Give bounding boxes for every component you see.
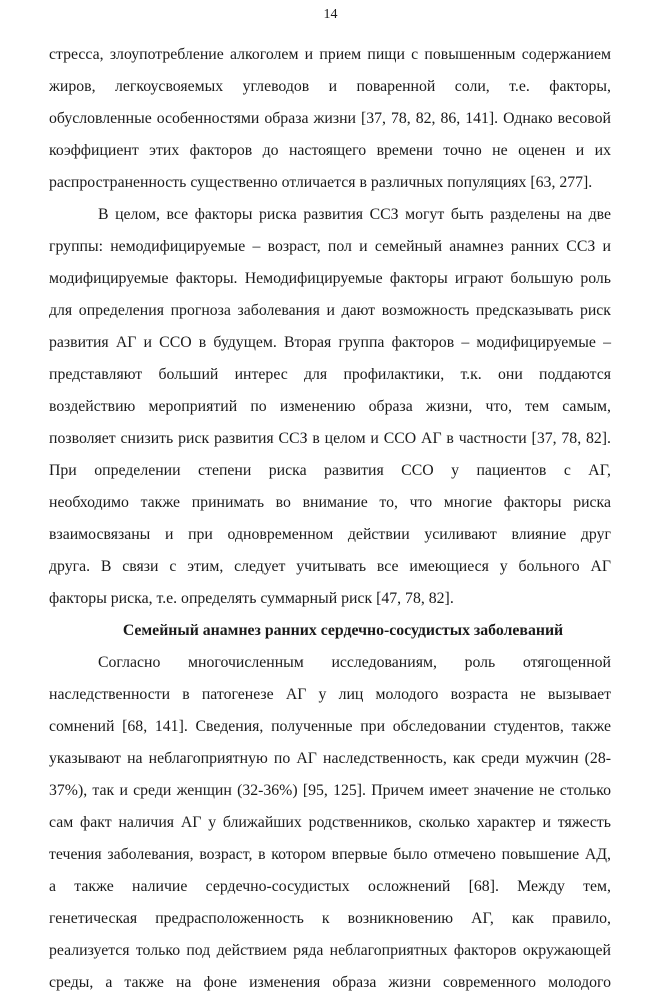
text-line: В целом, все факторы риска развития ССЗ могут быть разделены на две <box>98 206 611 223</box>
text-line: коэффициент этих факторов до настоящего времени точно не оценен и их <box>49 142 611 159</box>
text-line: взаимосвязаны и при одновременном действии усиливают влияние друг <box>49 526 611 543</box>
text-line: указывают на неблагоприятную по АГ наследственность, как среди мужчин (28- <box>49 750 611 767</box>
text-line: позволяет снизить риск развития ССЗ в целом и ССО АГ в частности [37, 78, 82]. <box>49 430 611 447</box>
text-line: группы: немодифицируемые – возраст, пол и семейный анамнез ранних ССЗ и <box>49 238 611 255</box>
text-line: а также наличие сердечно-сосудистых осложнений [68]. Между тем, <box>49 878 611 895</box>
page-number: 14 <box>323 7 338 22</box>
text-line: распространенность существенно отличается в различных популяциях [63, 277]. <box>49 174 593 191</box>
section-heading: Семейный анамнез ранних сердечно-сосудистых заболеваний <box>122 622 564 639</box>
text-line: генетическая предрасположенность к возникновению АГ, как правило, <box>49 910 611 927</box>
text-line: сам факт наличия АГ у ближайших родственников, сколько характер и тяжесть <box>49 814 611 831</box>
body-text <box>49 39 611 999</box>
text-line: Согласно многочисленным исследованиям, роль отягощенной <box>98 654 611 671</box>
text-line: обусловленные особенностями образа жизни [37, 78, 82, 86, 141]. Однако весовой <box>49 110 611 127</box>
text-line: наследственности в патогенезе АГ у лиц молодого возраста не вызывает <box>49 686 611 703</box>
text-line: 37%), так и среди женщин (32-36%) [95, 125]. Причем имеет значение не столько <box>49 782 611 799</box>
text-line: развития АГ и ССО в будущем. Вторая группа факторов – модифицируемые – <box>49 334 611 351</box>
text-line: для определения прогноза заболевания и дают возможность предсказывать риск <box>49 302 611 319</box>
text-line: реализуется только под действием ряда неблагоприятных факторов окружающей <box>49 942 611 959</box>
text-line: стресса, злоупотребление алкоголем и прием пищи с повышенным содержанием <box>49 46 611 63</box>
text-line: течения заболевания, возраст, в котором впервые было отмечено повышение АД, <box>49 846 611 863</box>
text-line: факторы риска, т.е. определять суммарный риск [47, 78, 82]. <box>49 590 454 607</box>
text-line: представляют больший интерес для профилактики, т.к. они поддаются <box>49 366 611 383</box>
text-line: жиров, легкоусвояемых углеводов и поваренной соли, т.е. факторы, <box>49 78 611 95</box>
text-line: друга. В связи с этим, следует учитывать все имеющиеся у больного АГ <box>49 558 611 575</box>
text-line: воздействию мероприятий по изменению образа жизни, что, тем самым, <box>49 398 611 415</box>
text-line: среды, а также на фоне изменения образа жизни современного молодого <box>49 974 611 991</box>
text-line: сомнений [68, 141]. Сведения, полученные при обследовании студентов, также <box>49 718 611 735</box>
text-line: При определении степени риска развития ССО у пациентов с АГ, <box>49 462 611 479</box>
text-line: модифицируемые факторы. Немодифицируемые факторы играют большую роль <box>49 270 611 287</box>
text-line: необходимо также принимать во внимание то, что многие факторы риска <box>49 494 611 511</box>
